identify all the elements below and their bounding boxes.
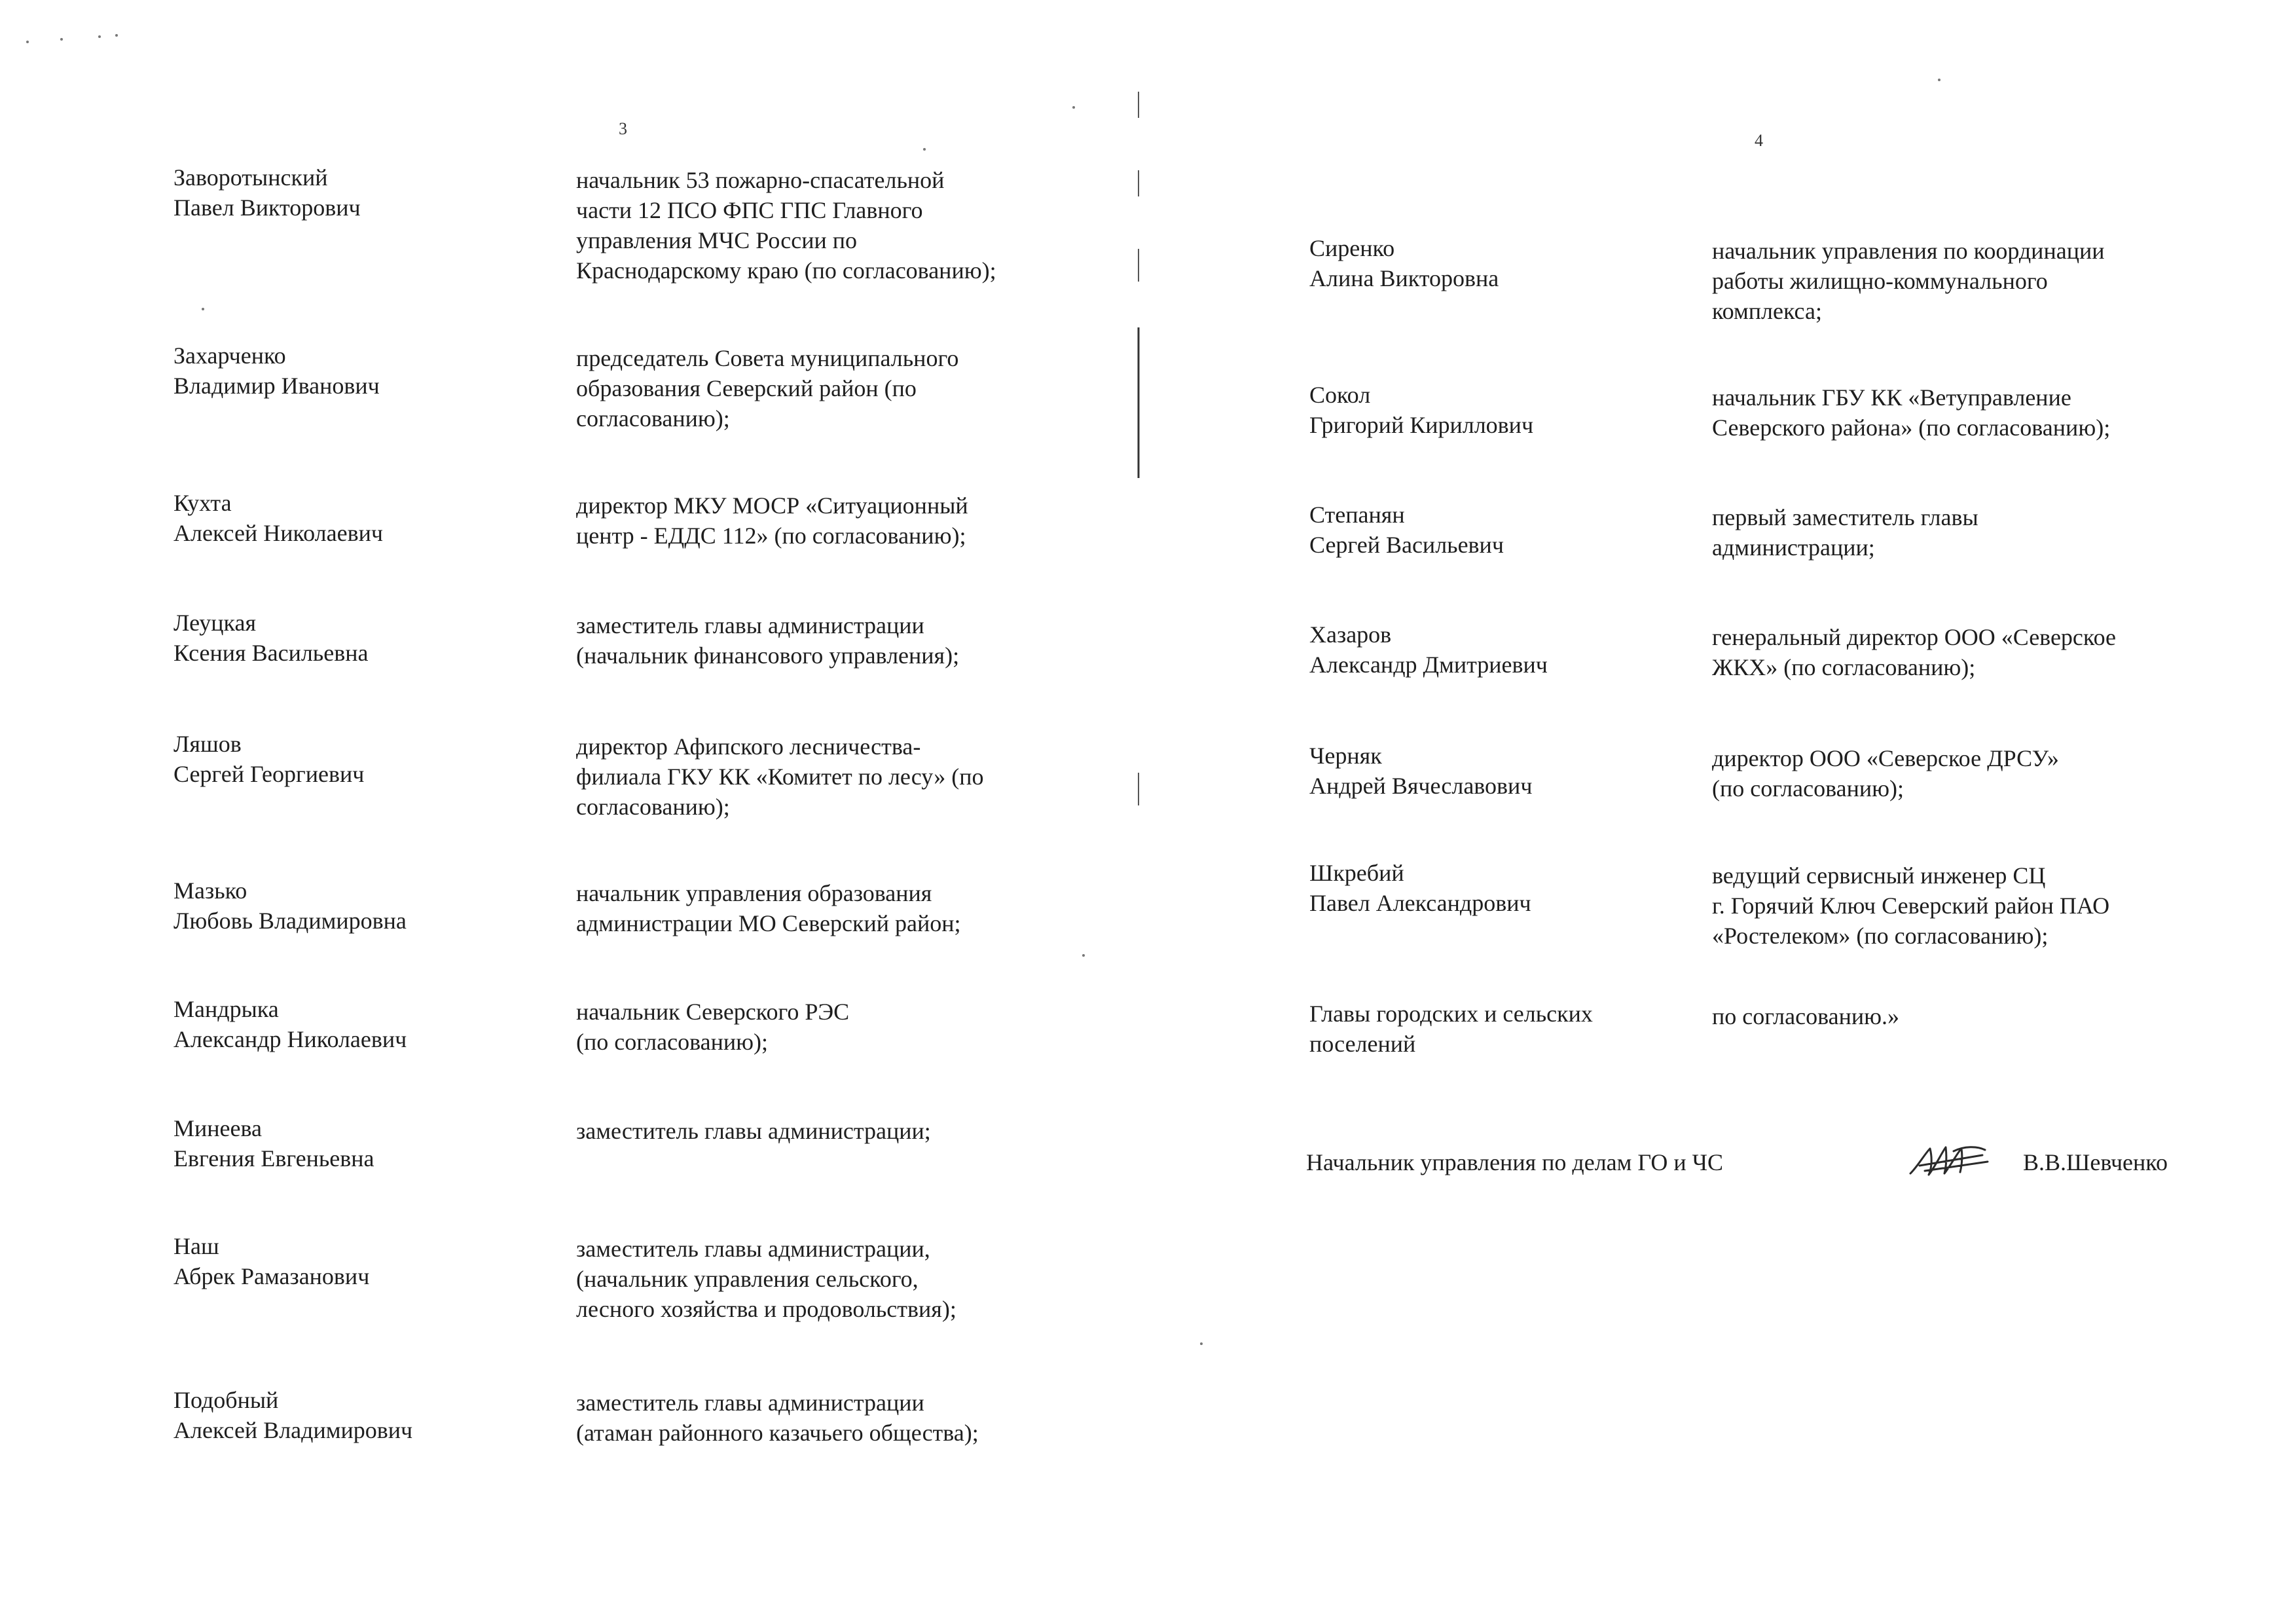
scan-speck — [98, 35, 101, 38]
role-line: (по согласованию); — [576, 1029, 769, 1055]
given-names: Алексей Владимирович — [173, 1417, 413, 1443]
position-description — [576, 878, 1087, 938]
person-name — [1309, 233, 1676, 293]
role-line: начальник управления по координации — [1712, 238, 2105, 264]
position-description — [1712, 236, 2223, 326]
person-name — [173, 341, 540, 401]
role-line: филиала ГКУ КК «Комитет по лесу» (по — [576, 764, 984, 790]
role-line: (по согласованию); — [1712, 775, 1904, 802]
role-line: председатель Совета муниципального — [576, 345, 959, 371]
role-line: г. Горячий Ключ Северский район ПАО — [1712, 893, 2110, 919]
role-line: администрации; — [1712, 534, 1875, 561]
person-name — [1309, 741, 1676, 801]
position-description — [576, 343, 1087, 434]
signatory-title: Начальник управления по делам ГО и ЧС — [1306, 1149, 1724, 1175]
surname: Главы городских и сельских — [1309, 1001, 1593, 1027]
given-names: Любовь Владимировна — [173, 908, 407, 934]
role-line: первый заместитель главы — [1712, 504, 1978, 530]
given-names: Сергей Георгиевич — [173, 761, 365, 787]
given-names: Григорий Кириллович — [1309, 412, 1534, 438]
position-description — [1712, 502, 2223, 563]
scan-speck — [202, 308, 204, 310]
position-description — [1712, 743, 2223, 803]
surname: Мандрыка — [173, 996, 279, 1022]
given-names: Павел Викторович — [173, 194, 361, 221]
surname: Кухта — [173, 490, 232, 516]
surname: Заворотынский — [173, 164, 328, 191]
role-line: ведущий сервисный инженер СЦ — [1712, 862, 2046, 889]
given-names: Евгения Евгеньевна — [173, 1145, 374, 1172]
surname: Мазько — [173, 877, 247, 904]
role-line: согласованию); — [576, 794, 730, 820]
role-line: директор Афипского лесничества- — [576, 733, 921, 760]
scan-speck — [26, 41, 29, 43]
position-description — [1712, 382, 2223, 443]
scan-speck — [923, 148, 926, 151]
given-names: поселений — [1309, 1031, 1416, 1057]
given-names: Абрек Рамазанович — [173, 1263, 370, 1289]
role-line: начальник 53 пожарно-спасательной — [576, 167, 945, 193]
person-name — [1309, 858, 1676, 918]
role-line: директор ООО «Северское ДРСУ» — [1712, 745, 2059, 771]
role-line: комплекса; — [1712, 298, 1822, 324]
surname: Сокол — [1309, 382, 1371, 408]
scan-speck — [115, 34, 118, 37]
surname: Захарченко — [173, 342, 286, 369]
person-name — [1309, 619, 1676, 680]
person-name — [1309, 999, 1676, 1059]
position-description — [576, 490, 1087, 551]
role-line: согласованию); — [576, 405, 730, 432]
role-line: (начальник финансового управления); — [576, 642, 960, 669]
left-page — [0, 0, 1146, 1624]
role-line: «Ростелеком» (по согласованию); — [1712, 923, 2049, 949]
given-names: Александр Николаевич — [173, 1026, 407, 1052]
role-line: Северского района» (по согласованию); — [1712, 415, 2111, 441]
person-name — [173, 1113, 540, 1173]
surname: Подобный — [173, 1387, 279, 1413]
surname: Минеева — [173, 1115, 262, 1141]
scan-speck — [1072, 106, 1075, 109]
position-description — [576, 1116, 1087, 1146]
surname: Степанян — [1309, 502, 1405, 528]
surname: Черняк — [1309, 743, 1382, 769]
surname: Наш — [173, 1233, 219, 1259]
role-line: Краснодарскому краю (по согласованию); — [576, 257, 996, 284]
role-line: управления МЧС России по — [576, 227, 857, 253]
binding-marks — [1136, 92, 1141, 812]
role-line: части 12 ПСО ФПС ГПС Главного — [576, 197, 923, 223]
right-page — [1146, 0, 2296, 1624]
person-name — [173, 608, 540, 668]
given-names: Сергей Васильевич — [1309, 532, 1504, 558]
given-names: Алина Викторовна — [1309, 265, 1499, 291]
position-description — [576, 731, 1087, 822]
role-line: заместитель главы администрации — [576, 1390, 924, 1416]
signatory-name: В.В.Шевченко — [2023, 1149, 2168, 1175]
role-line: центр - ЕДДС 112» (по согласованию); — [576, 523, 966, 549]
role-line: директор МКУ МОСР «Ситуационный — [576, 492, 968, 519]
position-description — [576, 1234, 1087, 1324]
binding-line-icon — [1136, 92, 1141, 812]
role-line: заместитель главы администрации, — [576, 1236, 930, 1262]
scan-speck — [60, 38, 63, 41]
page-number: 3 — [619, 119, 627, 138]
handwritten-signature-icon — [1905, 1139, 1997, 1185]
given-names: Владимир Иванович — [173, 373, 380, 399]
position-description — [576, 997, 1087, 1057]
role-line: (атаман районного казачьего общества); — [576, 1420, 979, 1446]
person-name — [173, 729, 540, 789]
person-name — [173, 162, 540, 223]
scan-speck — [1200, 1342, 1203, 1345]
person-name — [173, 488, 540, 548]
role-line: начальник управления образования — [576, 880, 932, 906]
surname: Шкребий — [1309, 860, 1404, 886]
given-names: Павел Александрович — [1309, 890, 1531, 916]
position-description — [576, 610, 1087, 671]
position-description — [1712, 1001, 2223, 1031]
person-name — [1309, 380, 1676, 440]
surname: Хазаров — [1309, 621, 1392, 648]
role-line: работы жилищно-коммунального — [1712, 268, 2048, 294]
person-name — [173, 994, 540, 1054]
position-description — [576, 1388, 1087, 1448]
role-line: по согласованию.» — [1712, 1003, 1900, 1029]
role-line: лесного хозяйства и продовольствия); — [576, 1296, 957, 1322]
role-line: ЖКХ» (по согласованию); — [1712, 654, 1976, 680]
role-line: генеральный директор ООО «Северское — [1712, 624, 2116, 650]
position-description — [1712, 622, 2223, 682]
position-description — [1712, 860, 2223, 951]
role-line: начальник Северского РЭС — [576, 999, 850, 1025]
given-names: Андрей Вячеславович — [1309, 773, 1533, 799]
surname: Сиренко — [1309, 235, 1395, 261]
person-name — [173, 1231, 540, 1291]
role-line: образования Северский район (по — [576, 375, 917, 401]
person-name — [173, 1385, 540, 1445]
given-names: Александр Дмитриевич — [1309, 652, 1548, 678]
role-line: (начальник управления сельского, — [576, 1266, 919, 1292]
person-name — [173, 876, 540, 936]
position-description — [576, 165, 1087, 286]
page-number: 4 — [1755, 131, 1763, 150]
signature-block — [1306, 1147, 2236, 1193]
role-line: начальник ГБУ КК «Ветуправление — [1712, 384, 2071, 411]
given-names: Алексей Николаевич — [173, 520, 383, 546]
surname: Ляшов — [173, 731, 242, 757]
scan-speck — [1082, 954, 1085, 957]
given-names: Ксения Васильевна — [173, 640, 369, 666]
scan-speck — [1938, 79, 1941, 81]
person-name — [1309, 500, 1676, 560]
role-line: заместитель главы администрации; — [576, 1118, 931, 1144]
role-line: заместитель главы администрации — [576, 612, 924, 638]
surname: Леуцкая — [173, 610, 256, 636]
role-line: администрации МО Северский район; — [576, 910, 961, 936]
